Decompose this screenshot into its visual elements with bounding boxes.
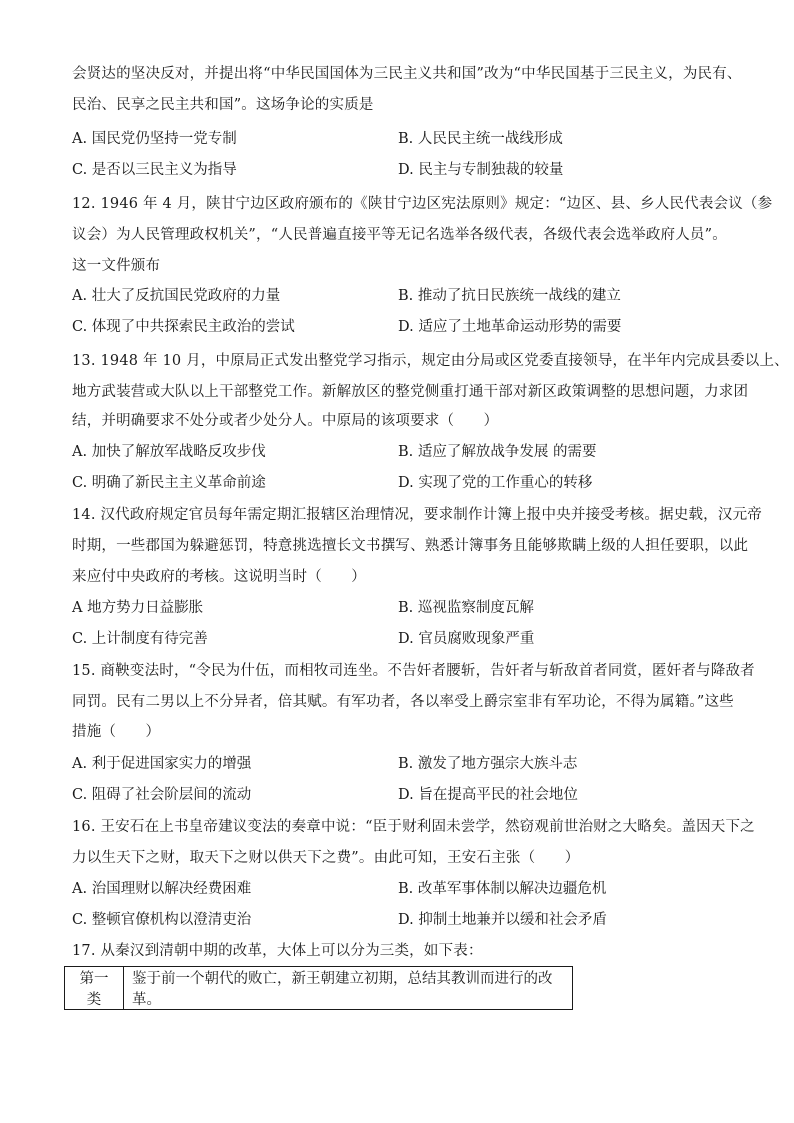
q17-stem-line-1: 17. 从秦汉到清朝中期的改革，大体上可以分为三类，如下表： bbox=[72, 943, 483, 959]
q15-stem-line-2: 同罚。民有二男以上不分异者，倍其赋。有军功者，各以率受上爵宗室非有军功论，不得为属籍。”这些 bbox=[72, 694, 734, 710]
q14-option-b: B. 巡视监察制度瓦解 bbox=[398, 600, 534, 616]
q12-option-c: C. 体现了中共探索民主政治的尝试 bbox=[72, 319, 295, 335]
reform-table bbox=[64, 966, 573, 1010]
q13-stem-line-1: 13. 1948 年 10 月，中原局正式发出整党学习指示，规定由分局或区党委直接领导，在半年内完成县委以上、 bbox=[72, 353, 789, 369]
q13-option-c: C. 明确了新民主主义革命前途 bbox=[72, 475, 266, 491]
q15-option-a: A. 利于促进国家实力的增强 bbox=[72, 756, 252, 772]
q11-option-c: C. 是否以三民主义为指导 bbox=[72, 162, 237, 178]
q11-option-b: B. 人民民主统一战线形成 bbox=[398, 131, 563, 147]
q11-option-a: A. 国民党仍坚持一党专制 bbox=[72, 131, 237, 147]
q13-option-d: D. 实现了党的工作重心的转移 bbox=[398, 475, 593, 491]
q13-stem-line-2: 地方武装营或大队以上干部整党工作。新解放区的整党侧重打通干部对新区政策调整的思想问题，力求团 bbox=[72, 384, 749, 400]
table-cell-category: 第一类 bbox=[65, 967, 124, 1010]
q14-stem-line-2: 时期，一些郡国为躲避惩罚，特意挑选擅长文书撰写、熟悉计簿事务且能够欺瞒上级的人担任要职，以此 bbox=[72, 538, 749, 554]
q16-option-d: D. 抑制土地兼并以缓和社会矛盾 bbox=[398, 912, 607, 928]
q14-option-d: D. 官员腐败现象严重 bbox=[398, 631, 535, 647]
q16-stem-line-2: 力以生天下之财，取天下之财以供天下之费”。由此可知，王安石主张（ ） bbox=[72, 850, 580, 866]
q12-stem-line-2: 议会）为人民管理政权机关”，“人民普遍直接平等无记名选举各级代表，各级代表会选举政府人员”。 bbox=[72, 227, 727, 243]
q16-option-b: B. 改革军事体制以解决边疆危机 bbox=[398, 881, 607, 897]
q12-stem-line-3: 这一文件颁布 bbox=[72, 258, 161, 274]
table-cell-description: 鉴于前一个朝代的败亡，新王朝建立初期，总结其教训而进行的改革。 bbox=[124, 967, 573, 1010]
q15-option-c: C. 阻碍了社会阶层间的流动 bbox=[72, 787, 252, 803]
q14-stem-line-1: 14. 汉代政府规定官员每年需定期汇报辖区治理情况，要求制作计簿上报中央并接受考核。据史载，汉元帝 bbox=[72, 507, 762, 523]
q11-option-d: D. 民主与专制独裁的较量 bbox=[398, 162, 564, 178]
q15-stem-line-3: 措施（ ） bbox=[72, 724, 161, 740]
q13-stem-line-3: 结，并明确要求不处分或者少处分人。中原局的该项要求（ ） bbox=[72, 413, 499, 429]
q11-stem-line-2: 民治、民享之民主共和国”。这场争论的实质是 bbox=[72, 97, 374, 113]
q15-stem-line-1: 15. 商鞅变法时，“令民为什伍，而相牧司连坐。不告奸者腰斩，告奸者与斩敌首者同赏，匿奸者与降敌者 bbox=[72, 663, 755, 679]
q14-stem-line-3: 来应付中央政府的考核。这说明当时（ ） bbox=[72, 569, 366, 585]
q12-option-d: D. 适应了土地革命运动形势的需要 bbox=[398, 319, 622, 335]
q12-option-a: A. 壮大了反抗国民党政府的力量 bbox=[72, 288, 281, 304]
table-row bbox=[65, 967, 573, 1010]
q14-option-a: A 地方势力日益膨胀 bbox=[72, 600, 204, 616]
q12-option-b: B. 推动了抗日民族统一战线的建立 bbox=[398, 288, 621, 304]
q11-stem-line-1: 会贤达的坚决反对，并提出将“中华民国国体为三民主义共和国”改为“中华民国基于三民主义，为民有、 bbox=[72, 66, 742, 82]
q13-option-b: B. 适应了解放战争发展 的需要 bbox=[398, 444, 597, 460]
q16-option-a: A. 治国理财以解决经费困难 bbox=[72, 881, 252, 897]
q13-option-a: A. 加快了解放军战略反攻步伐 bbox=[72, 444, 266, 460]
q12-stem-line-1: 12. 1946 年 4 月，陕甘宁边区政府颁布的《陕甘宁边区宪法原则》规定：“边区、县、乡人民代表会议（参 bbox=[72, 196, 773, 212]
q16-stem-line-1: 16. 王安石在上书皇帝建议变法的奏章中说：“臣于财利固未尝学，然窃观前世治财之大略矣。盖因天下之 bbox=[72, 819, 755, 835]
q14-option-c: C. 上计制度有待完善 bbox=[72, 631, 208, 647]
q15-option-b: B. 激发了地方强宗大族斗志 bbox=[398, 756, 578, 772]
q15-option-d: D. 旨在提高平民的社会地位 bbox=[398, 787, 578, 803]
q16-option-c: C. 整顿官僚机构以澄清吏治 bbox=[72, 912, 252, 928]
